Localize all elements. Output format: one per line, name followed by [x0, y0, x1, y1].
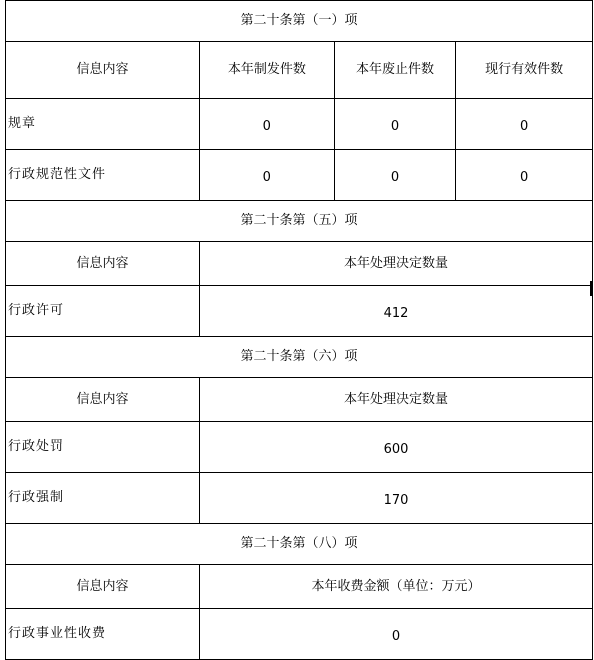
header-row — [6, 242, 593, 286]
table-row — [6, 286, 593, 337]
header-col: 本年制发件数 — [199, 42, 334, 99]
table-row — [6, 150, 593, 201]
header-row — [6, 42, 593, 99]
section-title: 第二十条第（五）项 — [6, 201, 593, 242]
header-row — [6, 565, 593, 609]
table-row — [6, 422, 593, 473]
row-label: 行政事业性收费 — [6, 609, 200, 660]
row-value: 0 — [199, 99, 334, 150]
edge-marker — [590, 281, 593, 296]
header-item: 信息内容 — [6, 242, 200, 286]
disclosure-stats-table — [5, 0, 593, 660]
section-title: 第二十条第（六）项 — [6, 337, 593, 378]
row-value: 0 — [334, 99, 456, 150]
row-label: 行政规范性文件 — [6, 150, 200, 201]
section-title-row — [6, 1, 593, 42]
header-col: 本年处理决定数量 — [199, 242, 592, 286]
row-value: 0 — [456, 150, 593, 201]
header-item: 信息内容 — [6, 378, 200, 422]
section-title-row — [6, 337, 593, 378]
row-value: 170 — [199, 473, 592, 524]
header-col: 本年处理决定数量 — [199, 378, 592, 422]
table-row — [6, 609, 593, 660]
header-col: 现行有效件数 — [456, 42, 593, 99]
header-col: 本年收费金额（单位：万元） — [199, 565, 592, 609]
section-title: 第二十条第（八）项 — [6, 524, 593, 565]
section-title: 第二十条第（一）项 — [6, 1, 593, 42]
section-title-row — [6, 524, 593, 565]
table-row — [6, 473, 593, 524]
row-label: 行政处罚 — [6, 422, 200, 473]
row-label: 行政许可 — [6, 286, 200, 337]
row-value: 0 — [456, 99, 593, 150]
row-label: 行政强制 — [6, 473, 200, 524]
header-item: 信息内容 — [6, 565, 200, 609]
row-value: 412 — [199, 286, 592, 337]
table-row — [6, 99, 593, 150]
row-label: 规章 — [6, 99, 200, 150]
header-row — [6, 378, 593, 422]
row-value: 0 — [199, 150, 334, 201]
row-value: 0 — [334, 150, 456, 201]
header-col: 本年废止件数 — [334, 42, 456, 99]
header-item: 信息内容 — [6, 42, 200, 99]
row-value: 600 — [199, 422, 592, 473]
section-title-row — [6, 201, 593, 242]
row-value: 0 — [199, 609, 592, 660]
